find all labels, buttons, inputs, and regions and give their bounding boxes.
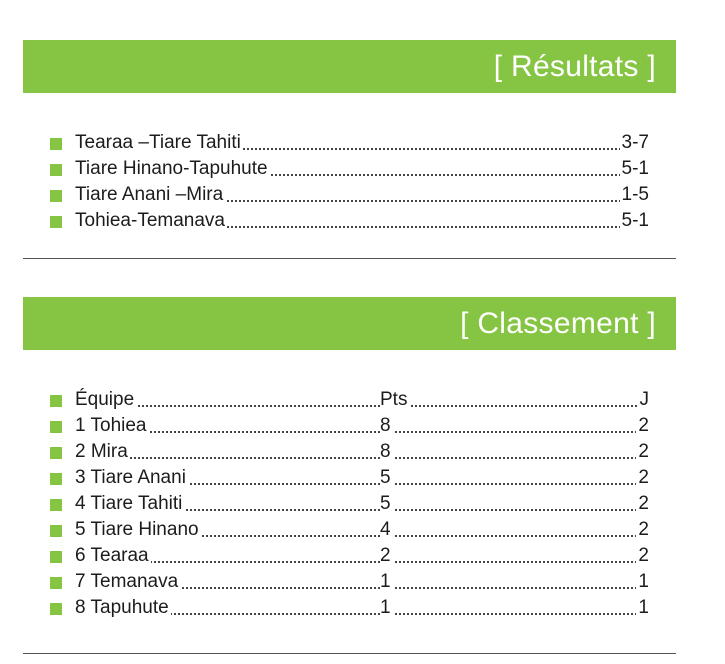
standings-row xyxy=(23,491,676,517)
team-points: 5 xyxy=(380,465,393,491)
team-points: 5 xyxy=(380,491,393,517)
green-square-bullet-icon xyxy=(50,190,62,202)
match-teams: Tohiea-Temanava xyxy=(75,208,227,234)
team-played: 1 xyxy=(636,569,649,595)
standings-row xyxy=(23,543,676,569)
header-team: Équipe xyxy=(75,387,136,413)
standings-row xyxy=(23,465,676,491)
standings-banner: [ Classement ] xyxy=(23,297,676,350)
result-row xyxy=(23,156,676,182)
standings-row xyxy=(23,413,676,439)
standings-header-row xyxy=(23,387,676,413)
green-square-bullet-icon xyxy=(50,525,62,537)
team-points: 1 xyxy=(380,595,393,621)
dot-leader xyxy=(380,613,649,615)
standings-row xyxy=(23,569,676,595)
dot-leader xyxy=(380,587,649,589)
dot-leader xyxy=(380,431,649,433)
green-square-bullet-icon xyxy=(50,577,62,589)
header-j: J xyxy=(638,387,650,413)
team-played: 2 xyxy=(636,543,649,569)
green-square-bullet-icon xyxy=(50,473,62,485)
results-banner: [ Résultats ] xyxy=(23,40,676,93)
section-divider xyxy=(23,258,676,259)
team-played: 2 xyxy=(636,517,649,543)
standings-row xyxy=(23,595,676,621)
standings-panel xyxy=(23,297,676,621)
team-name: 6 Tearaa xyxy=(75,543,151,569)
team-name: 5 Tiare Hinano xyxy=(75,517,201,543)
dot-leader xyxy=(380,405,649,407)
standings-row xyxy=(23,439,676,465)
dot-leader xyxy=(380,535,649,537)
green-square-bullet-icon xyxy=(50,138,62,150)
team-name: 4 Tiare Tahiti xyxy=(75,491,184,517)
results-list xyxy=(23,93,676,234)
team-name: 8 Tapuhute xyxy=(75,595,171,621)
result-row xyxy=(23,182,676,208)
team-name: 1 Tohiea xyxy=(75,413,149,439)
results-panel xyxy=(23,40,676,234)
team-points: 2 xyxy=(380,543,393,569)
match-teams: Tiare Anani –Mira xyxy=(75,182,225,208)
team-played: 2 xyxy=(636,439,649,465)
team-name: 7 Temanava xyxy=(75,569,180,595)
match-score: 3-7 xyxy=(620,130,649,156)
header-pts: Pts xyxy=(380,387,409,413)
team-points: 8 xyxy=(380,413,393,439)
match-score: 5-1 xyxy=(620,156,649,182)
team-points: 8 xyxy=(380,439,393,465)
green-square-bullet-icon xyxy=(50,551,62,563)
dot-leader xyxy=(380,509,649,511)
match-score: 1-5 xyxy=(620,182,649,208)
green-square-bullet-icon xyxy=(50,499,62,511)
green-square-bullet-icon xyxy=(50,395,62,407)
dot-leader xyxy=(380,483,649,485)
result-row xyxy=(23,208,676,234)
team-played: 1 xyxy=(636,595,649,621)
team-points: 1 xyxy=(380,569,393,595)
team-name: 3 Tiare Anani xyxy=(75,465,188,491)
match-teams: Tiare Hinano-Tapuhute xyxy=(75,156,270,182)
team-points: 4 xyxy=(380,517,393,543)
standings-row xyxy=(23,517,676,543)
dot-leader xyxy=(380,457,649,459)
green-square-bullet-icon xyxy=(50,603,62,615)
section-divider xyxy=(23,653,676,654)
match-score: 5-1 xyxy=(620,208,649,234)
green-square-bullet-icon xyxy=(50,447,62,459)
team-played: 2 xyxy=(636,413,649,439)
green-square-bullet-icon xyxy=(50,164,62,176)
team-played: 2 xyxy=(636,465,649,491)
match-teams: Tearaa –Tiare Tahiti xyxy=(75,130,243,156)
dot-leader xyxy=(380,561,649,563)
result-row xyxy=(23,130,676,156)
team-played: 2 xyxy=(636,491,649,517)
green-square-bullet-icon xyxy=(50,421,62,433)
standings-list xyxy=(23,350,676,621)
team-name: 2 Mira xyxy=(75,439,130,465)
green-square-bullet-icon xyxy=(50,216,62,228)
